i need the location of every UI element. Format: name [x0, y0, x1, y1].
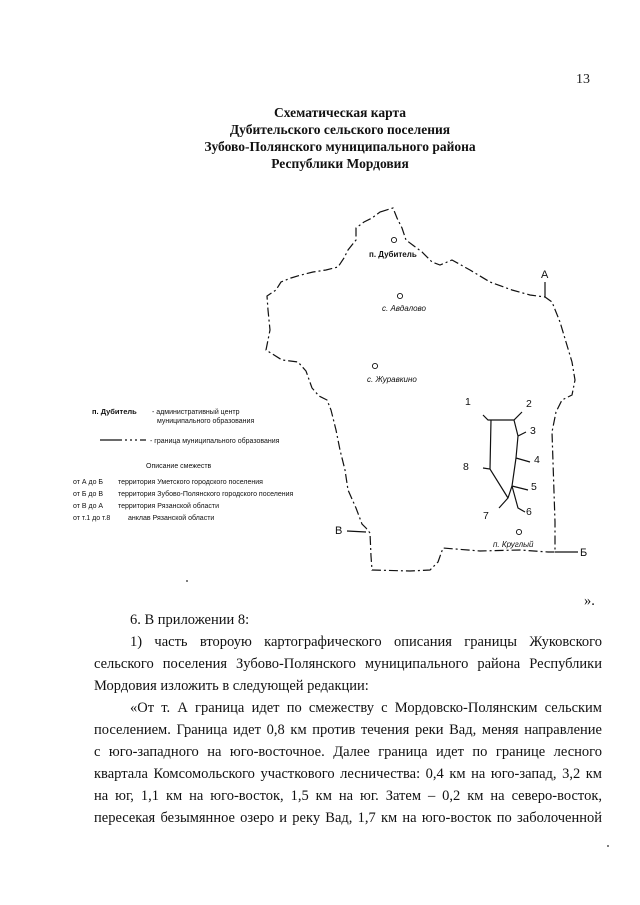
paragraph-1-line-3: Мордовия изложить в следующей редакции: [94, 678, 369, 694]
title-line-1: Схематическая карта [273, 105, 407, 120]
legend-row-2-range: от Б до В [73, 491, 104, 498]
section-heading: 6. В приложении 8: [130, 612, 250, 628]
enclave-boundary [483, 412, 530, 512]
point-label-1: 1 [465, 396, 471, 408]
point-label-7: 7 [483, 510, 489, 522]
point-v-line [347, 531, 366, 532]
point-label-2: 2 [526, 398, 532, 410]
paragraph-2-line-1: «От т. А граница идет по смежеству с Мордовско-Полянским сельским [130, 700, 602, 716]
point-label-8: 8 [463, 461, 469, 473]
closing-quote: ». [584, 593, 595, 609]
body-text [94, 609, 602, 829]
page-number: 13 [576, 72, 590, 87]
legend-row-3-range: от В до А [73, 503, 104, 510]
title-line-3: Зубово-Полянского муниципального района [204, 139, 476, 154]
schematic-map [0, 195, 640, 600]
legend-row-1-desc: территория Уметского городского поселения [118, 479, 263, 486]
settlement-marker-zhuravkino [372, 363, 377, 368]
point-label-5: 5 [531, 481, 537, 493]
legend-center-key: п. Дубитель [92, 407, 137, 416]
title-line-2: Дубительского сельского поселения [229, 122, 451, 137]
legend-adjacency-title: Описание смежеств [146, 463, 212, 470]
paragraph-2-line-4: квартала Комсомольского участкового лесничества: 0,4 км на юго-запад, 3,2 км [94, 766, 602, 782]
legend-row-1-range: от А до Б [73, 479, 104, 486]
settlement-marker-krugly [516, 529, 521, 534]
paragraph-2-line-2: поселением. Граница идет 0,8 км против течения реки Вад, меняя направление [94, 722, 602, 738]
legend-center-desc-2: муниципального образования [157, 418, 255, 425]
legend-row-4-range: от т.1 до т.8 [73, 515, 111, 522]
settlement-label-dubitel: п. Дубитель [369, 250, 417, 259]
settlement-marker-avdalovo [397, 293, 402, 298]
legend-row-3-desc: территория Рязанской области [118, 503, 220, 510]
legend-center-desc-1: - административный центр [152, 409, 240, 416]
settlement-label-avdalovo: с. Авдалово [382, 304, 426, 313]
legend-row-2-desc: территория Зубово-Полянского городского поселения [118, 491, 294, 498]
point-label-b: Б [580, 547, 588, 559]
settlement-marker-dubitel [391, 237, 396, 242]
settlement-label-zhuravkino: с. Журавкино [367, 375, 417, 384]
paragraph-2-line-3: с юго-западного на юго-восточное. Далее граница идет по границе лесного [94, 744, 602, 760]
scan-speck [607, 845, 609, 847]
legend-boundary-desc: - граница муниципального образования [150, 438, 280, 445]
paragraph-2-line-5: на юг, 1,1 км на юго-восток, 1,5 км на юг. Затем – 0,2 км на северо-восток, [94, 788, 602, 804]
scan-speck [186, 580, 188, 582]
point-label-6: 6 [526, 506, 532, 518]
point-label-3: 3 [530, 425, 536, 437]
paragraph-1-line-1: 1) часть второую картографического описания границы Жуковского [130, 634, 602, 650]
legend-row-4-desc: анклав Рязанской области [128, 515, 215, 522]
paragraph-2-line-6: пересекая безымянное озеро и реку Вад, 1,7 км на юго-восток по заболоченной [94, 810, 602, 826]
settlement-label-krugly: п. Круглый [493, 540, 534, 549]
map-title [110, 104, 570, 172]
point-label-a: А [541, 269, 549, 281]
paragraph-1-line-2: сельского поселения Зубово-Полянского муниципального района Республики [94, 656, 602, 672]
point-label-v: В [335, 525, 343, 537]
title-line-4: Республики Мордовия [271, 156, 409, 171]
point-label-4: 4 [534, 454, 540, 466]
